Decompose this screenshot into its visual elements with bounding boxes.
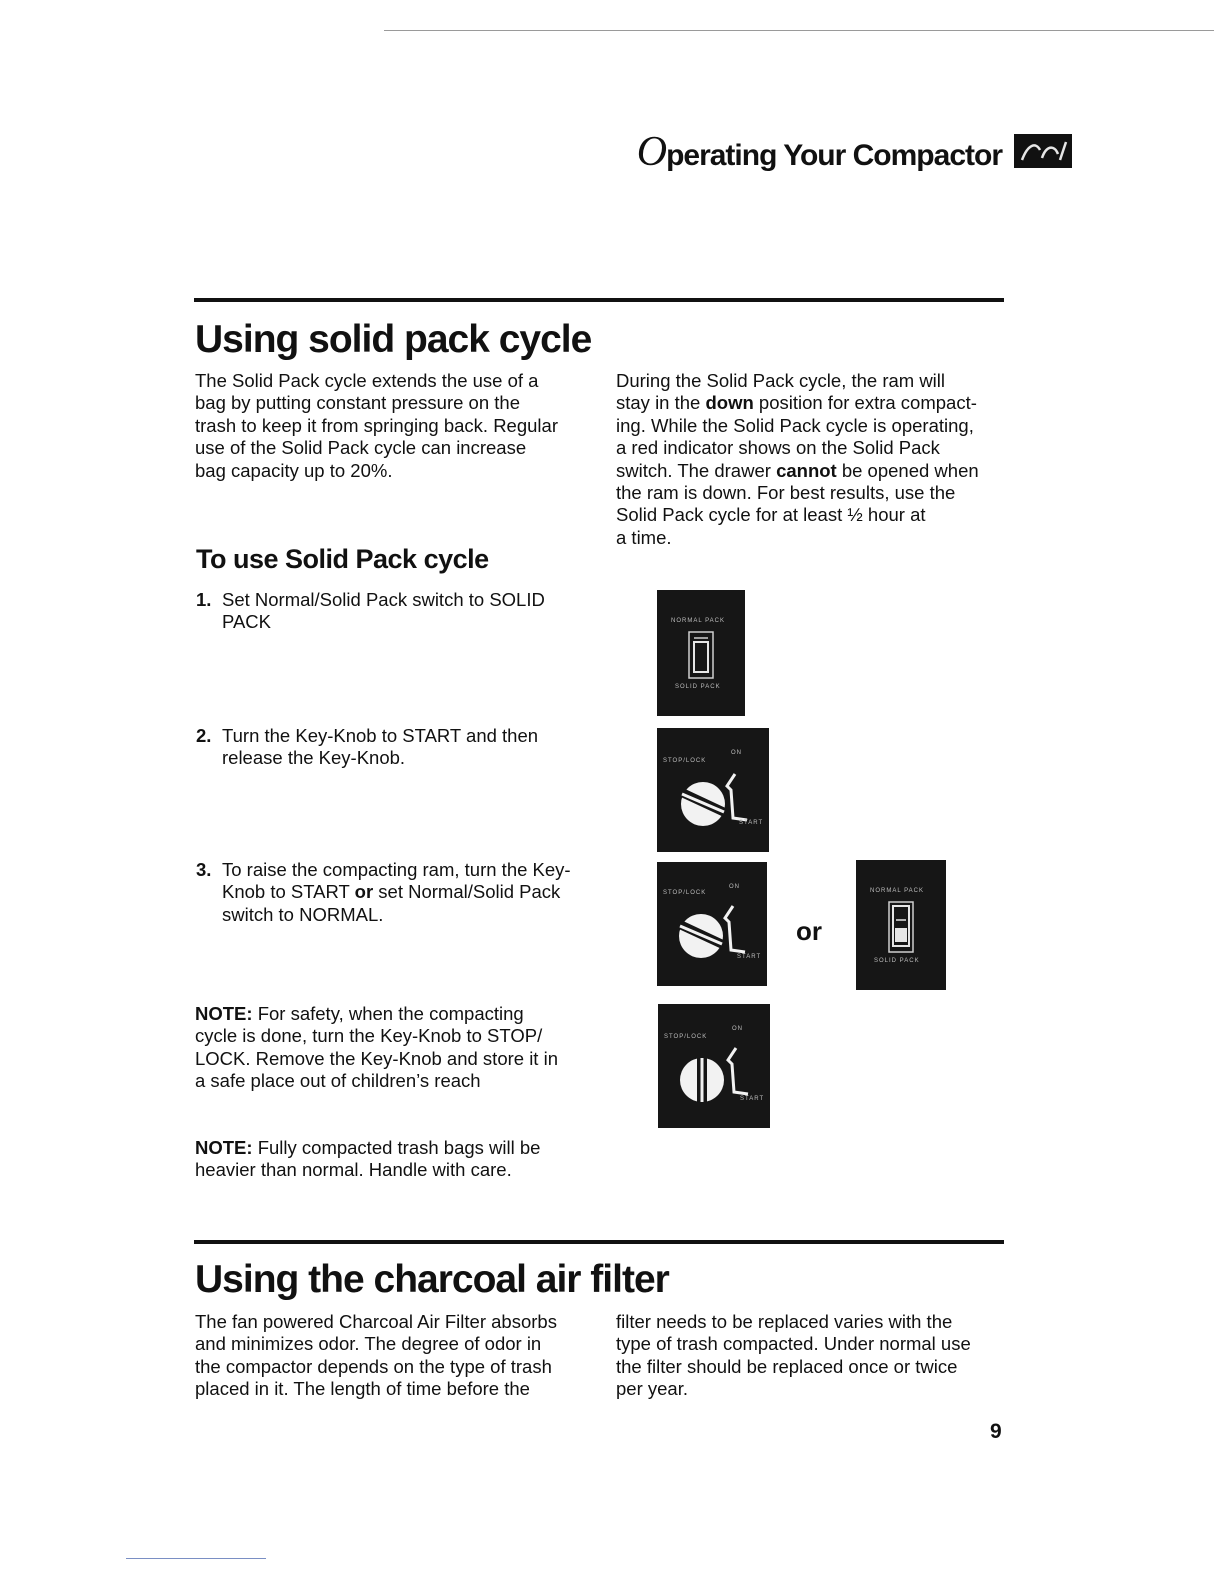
right-line: a time. <box>616 526 672 548</box>
step-line: Turn the Key-Knob to START and then <box>222 725 539 746</box>
intro-line: bag capacity up to 20%. <box>195 459 393 481</box>
note-label: NOTE: <box>195 1137 253 1158</box>
step-line: Set Normal/Solid Pack switch to SOLID <box>222 589 545 610</box>
note-line: heavier than normal. Handle with care. <box>195 1159 512 1181</box>
emphasis-down: down <box>705 392 754 414</box>
filter-line: and minimizes odor. The degree of odor in <box>195 1333 542 1355</box>
right-line: Solid Pack cycle for at least ½ hour at <box>616 504 926 526</box>
normal-pack-switch-panel <box>856 860 946 990</box>
step-line: switch to NORMAL. <box>222 903 384 925</box>
note-safety: NOTE: For safety, when the compacting cycle is done, turn the Key-Knob to STOP/ LOCK. Remove the Key-Knob and store it in a safe place out of children’s reach <box>195 1003 595 1093</box>
panel-label-on: ON <box>731 750 742 756</box>
right-line: stay in the down position for extra compact- <box>616 392 977 414</box>
note-line: LOCK. Remove the Key-Knob and store it in <box>195 1047 558 1069</box>
step-line: To raise the compacting ram, turn the Key- <box>222 859 571 880</box>
step-number: 2. <box>196 725 212 746</box>
rocker-switch-icon <box>887 900 915 954</box>
scan-artifact-top <box>384 30 1214 31</box>
note-line: cycle is done, turn the Key-Knob to STOP/ <box>195 1025 543 1047</box>
compactor-logo-icon <box>1014 134 1072 168</box>
right-line: switch. The drawer cannot be opened when <box>616 459 979 481</box>
intro-line: trash to keep it from springing back. Regular <box>195 414 558 436</box>
emphasis-cannot: cannot <box>776 459 837 481</box>
step-2 <box>196 725 576 770</box>
panel-label-solid-pack: SOLID PACK <box>675 684 721 690</box>
section2-rule <box>194 1240 1004 1244</box>
step-line: PACK <box>222 611 272 633</box>
filter-line: The fan powered Charcoal Air Filter absorbs <box>195 1311 557 1332</box>
step-1 <box>196 589 576 634</box>
key-knob-panel-start <box>657 728 769 852</box>
intro-line: bag by putting constant pressure on the <box>195 392 520 414</box>
note-heavy-bags: NOTE: Fully compacted trash bags will be heavier than normal. Handle with care. <box>195 1137 595 1182</box>
intro-line: The Solid Pack cycle extends the use of a <box>195 370 539 391</box>
section2-right-column <box>616 1311 1016 1401</box>
panel-label-stop-lock: STOP/LOCK <box>664 1034 708 1040</box>
panel-label-normal-pack: NORMAL PACK <box>671 618 726 624</box>
solid-pack-switch-panel <box>657 590 745 716</box>
section1-rule <box>194 298 1004 302</box>
or-label: or <box>796 916 822 946</box>
key-knob-icon <box>673 770 753 836</box>
right-line: a red indicator shows on the Solid Pack <box>616 437 940 459</box>
page-number: 9 <box>990 1420 1002 1443</box>
panel-label-start: START <box>739 820 764 826</box>
note-line: a safe place out of children’s reach <box>195 1070 481 1092</box>
section1-right-column <box>616 370 1016 549</box>
key-knob-panel-stop-lock <box>658 1004 770 1128</box>
panel-label-normal-pack: NORMAL PACK <box>870 888 925 894</box>
filter-line: the filter should be replaced once or twice <box>616 1355 958 1377</box>
rocker-switch-icon <box>687 630 715 680</box>
right-line: During the Solid Pack cycle, the ram will <box>616 370 946 391</box>
page-header-title <box>637 128 1002 176</box>
filter-line: placed in it. The length of time before the <box>195 1378 530 1400</box>
step-number: 3. <box>196 859 212 880</box>
section1-subheading: To use Solid Pack cycle <box>196 544 489 574</box>
panel-label-start: START <box>740 1096 765 1102</box>
note-label: NOTE: <box>195 1003 253 1024</box>
intro-line: use of the Solid Pack cycle can increase <box>195 437 527 459</box>
step-line: Knob to START or set Normal/Solid Pack <box>222 881 561 903</box>
section1-intro <box>195 370 595 482</box>
section1-heading: Using solid pack cycle <box>195 318 592 361</box>
panel-label-start: START <box>737 954 762 960</box>
step-number: 1. <box>196 589 212 610</box>
panel-label-stop-lock: STOP/LOCK <box>663 890 707 896</box>
panel-label-on: ON <box>729 884 740 890</box>
section2-heading: Using the charcoal air filter <box>195 1258 669 1301</box>
right-line: ing. While the Solid Pack cycle is operating, <box>616 414 974 436</box>
header-title-rest: perating Your Compactor <box>666 139 1002 172</box>
section2-left-column <box>195 1311 595 1401</box>
panel-label-on: ON <box>732 1026 743 1032</box>
step-line: release the Key-Knob. <box>222 747 406 769</box>
filter-line: per year. <box>616 1378 688 1400</box>
panel-label-solid-pack: SOLID PACK <box>874 958 920 964</box>
step-3 <box>196 859 576 926</box>
filter-line: the compactor depends on the type of trash <box>195 1355 552 1377</box>
filter-line: filter needs to be replaced varies with the <box>616 1311 953 1332</box>
filter-line: type of trash compacted. Under normal use <box>616 1333 971 1355</box>
emphasis-or: or <box>354 881 374 903</box>
key-knob-panel-raise <box>657 862 767 986</box>
right-line: the ram is down. For best results, use the <box>616 482 956 504</box>
scan-artifact-bottom <box>126 1558 266 1559</box>
header-drop-cap: O <box>636 129 667 175</box>
panel-label-stop-lock: STOP/LOCK <box>663 758 707 764</box>
